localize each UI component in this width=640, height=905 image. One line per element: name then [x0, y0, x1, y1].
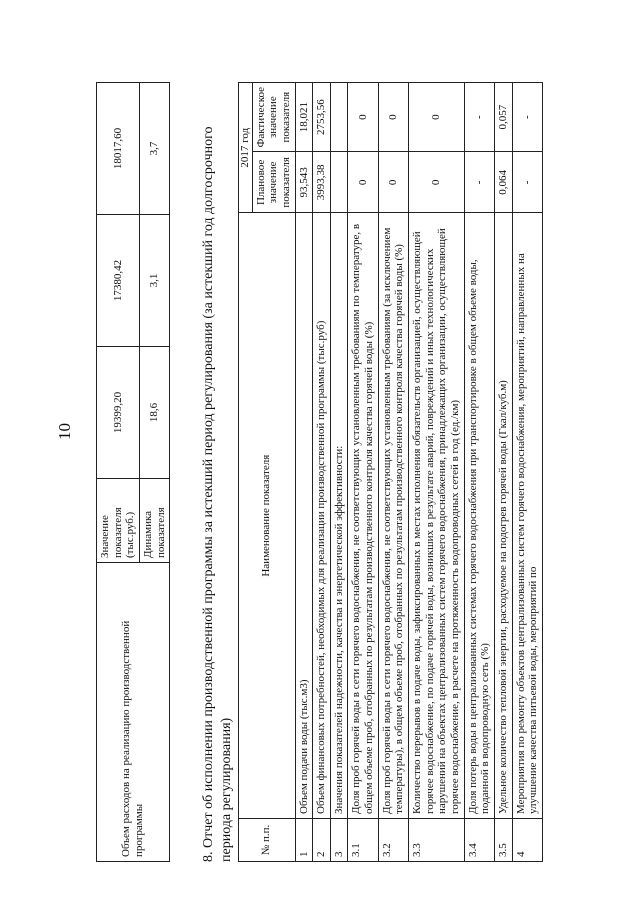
table-row — [409, 83, 465, 862]
row-num: 3 — [330, 819, 348, 862]
summary-row-header: Значение показателя (тыс.руб.) — [97, 479, 140, 563]
row-fact: - — [512, 83, 542, 152]
row-fact — [330, 83, 348, 152]
row-plan: 3993,38 — [313, 152, 331, 213]
table-row — [512, 83, 542, 862]
row-plan: 0 — [348, 152, 378, 213]
row-fact: 0 — [378, 83, 408, 152]
col-num-header: № п.п. — [239, 819, 296, 862]
summary-row-header: Динамика показателя — [139, 479, 169, 563]
row-num: 2 — [313, 819, 331, 862]
summary-table — [96, 82, 170, 862]
row-fact: 0 — [409, 83, 465, 152]
report-table — [238, 82, 543, 862]
table-row — [378, 83, 408, 862]
page-number: 10 — [55, 423, 74, 440]
row-name: Мероприятия по ремонту объектов централизованных систем горячего водоснабжения, мероприятий, направленных на улучшение качества питьевой воды, мероприятий по — [512, 213, 542, 819]
row-num: 3.2 — [378, 819, 408, 862]
summary-cell: 3,7 — [139, 83, 169, 215]
summary-label: Объем расходов на реализацию производственной программы — [97, 563, 170, 862]
row-fact: 2753,56 — [313, 83, 331, 152]
col-plan-header: Плановое значение показателя — [252, 152, 295, 213]
row-name: Доля проб горячей воды в сети горячего водоснабжения, не соответствующих установленным требованиям по температуре, в общем объеме проб, отобранных по результатам производственного контроля качества горячей воды (%) — [348, 213, 378, 819]
table-row — [313, 83, 331, 862]
row-fact: - — [464, 83, 494, 152]
summary-cell: 3,1 — [139, 215, 169, 347]
row-num: 3.4 — [464, 819, 494, 862]
summary-cell: 18,6 — [139, 347, 169, 479]
row-name: Доля потерь воды в централизованных системах горячего водоснабжения при транспортировке в общем объеме воды, поданной в водопроводную сеть (%) — [464, 213, 494, 819]
summary-row — [97, 83, 140, 862]
row-plan: 0 — [409, 152, 465, 213]
table-row — [348, 83, 378, 862]
summary-cell: 17380,42 — [97, 215, 140, 347]
table-row — [494, 83, 512, 862]
row-name: Количество перерывов в подаче воды, зафиксированных в местах исполнения обязательств организацией, осуществляющей горячее водоснабжение, по подаче горячей воды, возникших в результате аварий, повреждений и иных технологических нарушений на объектах централизованных систем горячего водоснабжения, принадлежащих организации, осуществляющей горячее водоснабжение, в расчете на протяженность водопроводных сетей в год (ед./км) — [409, 213, 465, 819]
header-row — [239, 83, 253, 862]
row-name: Значения показателей надежности, качества и энергетической эффективности: — [330, 213, 348, 819]
row-plan: 0,064 — [494, 152, 512, 213]
col-name-header: Наименование показателя — [239, 213, 296, 819]
row-name: Объем финансовых потребностей, необходимых для реализации производственной программы (тыс.руб) — [313, 213, 331, 819]
section-heading: 8. Отчет об исполнении производственной программы за истекший период регулирования (за истекший год долгосрочного периода регулирования) — [201, 126, 234, 862]
row-fact: 18,021 — [295, 83, 313, 152]
row-plan: - — [464, 152, 494, 213]
row-num: 3.5 — [494, 819, 512, 862]
col-fact-header: Фактическое значение показателя — [252, 83, 295, 152]
summary-cell: 18017,60 — [97, 83, 140, 215]
row-plan: 93,543 — [295, 152, 313, 213]
table-row — [330, 83, 348, 862]
row-num: 1 — [295, 819, 313, 862]
row-plan: - — [512, 152, 542, 213]
row-num: 3.1 — [348, 819, 378, 862]
rotated-content — [96, 82, 636, 862]
row-fact: 0 — [348, 83, 378, 152]
row-fact: 0,057 — [494, 83, 512, 152]
table-row — [464, 83, 494, 862]
row-num: 4 — [512, 819, 542, 862]
row-name: Удельное количество тепловой энергии, расходуемое на подогрев горячей воды (Гкал/куб.м) — [494, 213, 512, 819]
row-num: 3.3 — [409, 819, 465, 862]
year-header: 2017 год — [239, 83, 253, 213]
row-name: Доля проб горячей воды в сети горячего водоснабжения, не соответствующих установленным требованиям (за исключением температуры), в общем объеме проб, отобранных по результатам производственного контроля качества горячей воды (%) — [378, 213, 408, 819]
table-row — [295, 83, 313, 862]
summary-cell: 19399,20 — [97, 347, 140, 479]
row-name: Объем подачи воды (тыс.м3) — [295, 213, 313, 819]
row-plan: 0 — [378, 152, 408, 213]
row-plan — [330, 152, 348, 213]
